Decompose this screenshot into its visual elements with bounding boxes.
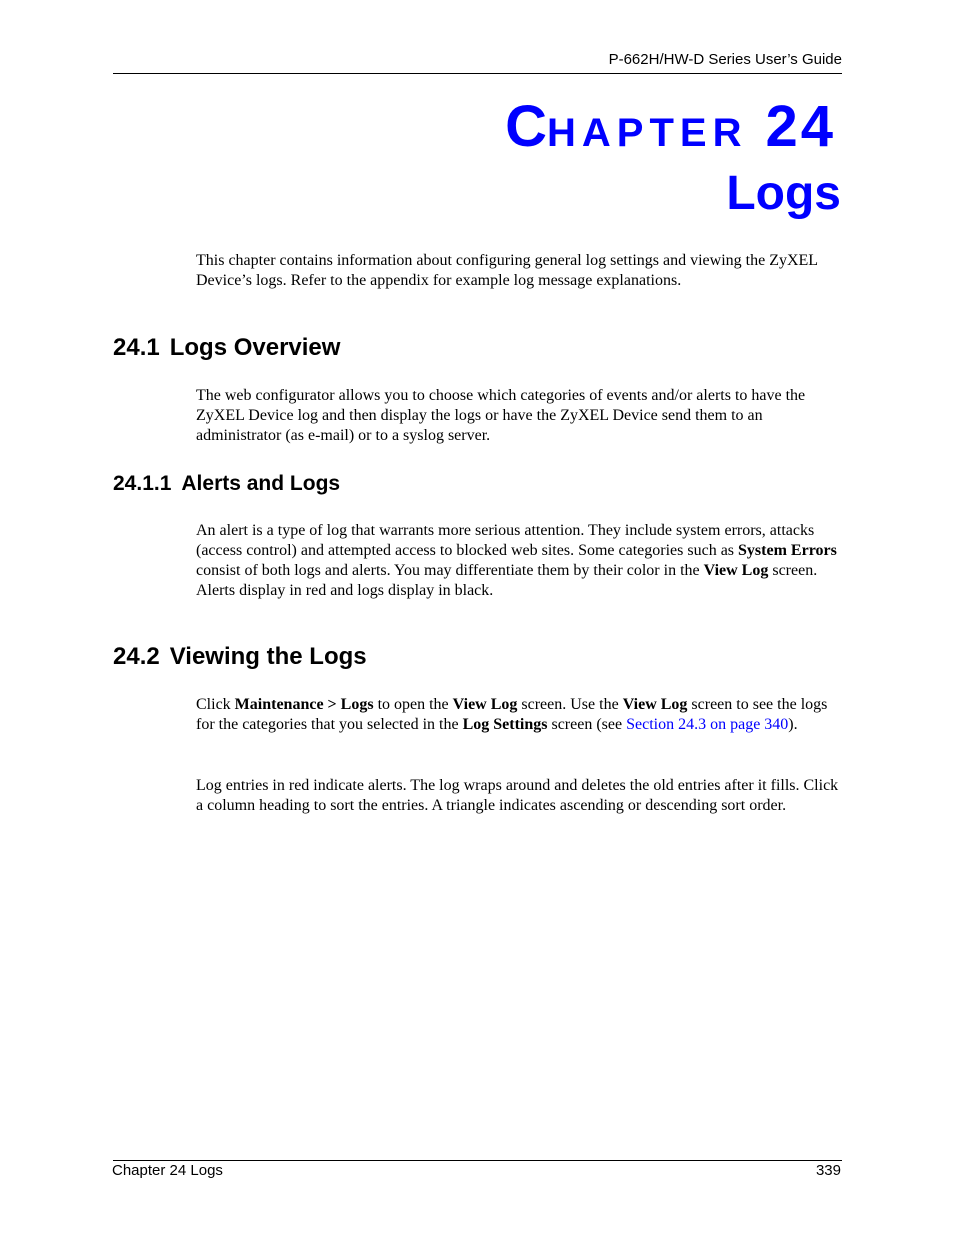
section-title: Logs Overview <box>169 334 341 361</box>
view-log-term: View Log <box>622 696 688 713</box>
section-number: 24.1 <box>113 334 160 361</box>
chapter-title: Logs <box>726 167 841 220</box>
chapter-number: 24 <box>765 94 836 159</box>
maintenance-logs-path: Maintenance > Logs <box>234 696 374 713</box>
log-settings-term: Log Settings <box>462 716 548 733</box>
footer-chapter-label: Chapter 24 Logs <box>112 1162 223 1179</box>
section-24-2-heading <box>113 643 367 671</box>
chapter-label-initial: C <box>505 94 548 159</box>
section-24-1-1-heading <box>113 471 340 497</box>
chapter-label <box>505 94 836 159</box>
section-title: Alerts and Logs <box>181 472 341 495</box>
view-log-term: View Log <box>703 562 769 579</box>
running-header-title: P-662H/HW-D Series User’s Guide <box>608 51 842 68</box>
system-errors-term: System Errors <box>738 542 837 559</box>
section-title: Viewing the Logs <box>169 643 367 670</box>
viewing-logs-paragraph-1: Click Maintenance > Logs to open the View Log screen. Use the View Log screen to see the logs for the categories that you selected in the Log Settings screen (see Section 24.3 on page 340). <box>196 696 828 733</box>
logs-overview-paragraph: The web configurator allows you to choose which categories of events and/or alerts to have the ZyXEL Device log and then display the logs or have the ZyXEL Device send them to an administrator (as e-mail) or to a syslog server. <box>196 387 806 444</box>
alerts-and-logs-paragraph: An alert is a type of log that warrants more serious attention. They include system errors, attacks (access control) and attempted access to blocked web sites. Some categories such as System Errors consist of both logs and alerts. You may differentiate them by their color in the View Log screen. Alerts display in red and logs display in black. <box>196 522 837 599</box>
viewing-logs-paragraph-2: Log entries in red indicate alerts. The log wraps around and deletes the old entries after it fills. Click a column heading to sort the entries. A triangle indicates ascending or descending sort order. <box>196 777 839 814</box>
chapter-label-rest: HAPTER <box>547 111 748 155</box>
footer-page-number: 339 <box>815 1162 841 1179</box>
header-rule <box>113 73 842 74</box>
section-24-1-heading <box>113 334 340 362</box>
footer-rule <box>113 1160 842 1161</box>
intro-paragraph: This chapter contains information about configuring general log settings and viewing the ZyXEL Device’s logs. Refer to the appendix for example log message explanations. <box>196 252 818 289</box>
section-number: 24.1.1 <box>113 472 172 495</box>
section-24-3-link[interactable]: Section 24.3 on page 340 <box>626 716 789 733</box>
view-log-term: View Log <box>452 696 518 713</box>
section-number: 24.2 <box>113 643 160 670</box>
